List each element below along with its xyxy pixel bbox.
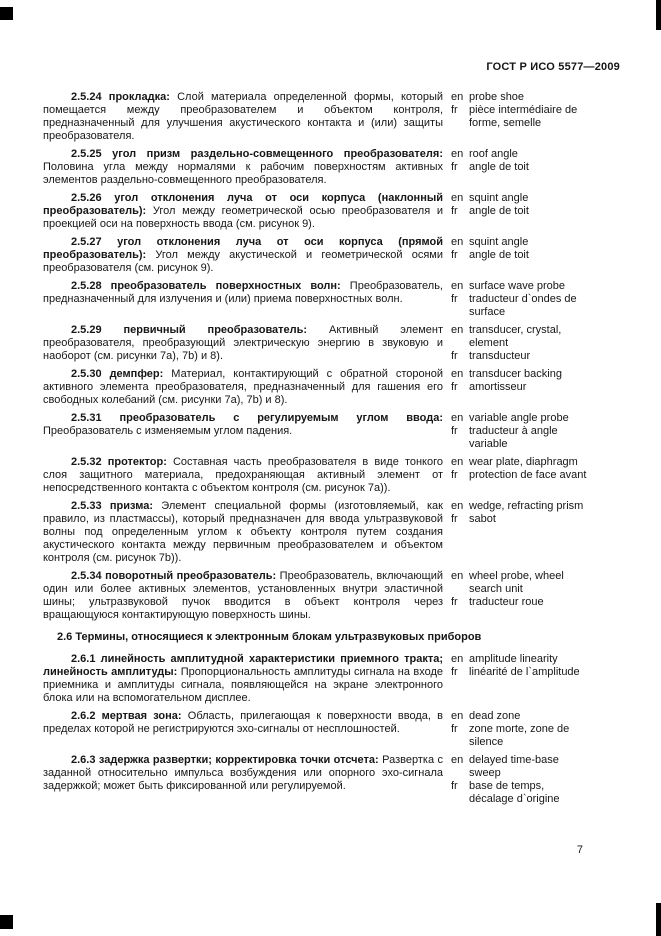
translation-en-text: transducer, crystal, element — [469, 324, 562, 349]
translation-fr — [451, 293, 591, 319]
term-number: 2.5.31 — [71, 412, 102, 424]
translation-fr-text: angle de toit — [469, 249, 529, 261]
term-name: линейность амплитудной характеристики приемного тракта; линейность амплитуды: — [43, 653, 443, 678]
term-translations — [451, 148, 591, 174]
translation-en-text: roof angle — [469, 148, 518, 160]
translation-fr — [451, 723, 591, 749]
lang-label-fr: fr — [451, 596, 458, 608]
translation-fr-text: traducteur d`ondes de surface — [469, 293, 577, 318]
translation-en — [451, 368, 591, 381]
translation-fr-text: protection de face avant — [469, 469, 587, 481]
term-name: преобразователь с регулируемым углом ввода: — [119, 412, 443, 424]
lang-label-en: en — [451, 653, 464, 665]
lang-label-fr: fr — [451, 161, 458, 173]
term-entry — [43, 236, 620, 275]
translation-fr-text: base de temps, décalage d`origine — [469, 780, 560, 805]
translation-en — [451, 456, 591, 469]
term-definition: Область, прилегающая к поверхности ввода, в пределах которой не регистрируются эхо-сигналы от несплошностей. — [43, 710, 443, 735]
translation-en — [451, 570, 591, 596]
term-definition: Материал, контактирующий с обратной стороной активного элемента преобразователя, предназначенный для гашения его свободных колебаний (см. рисунки 7а), 7b) и 8). — [43, 368, 443, 406]
lang-label-fr: fr — [451, 425, 458, 437]
translation-en-text: delayed time-base sweep — [469, 754, 559, 779]
term-translations — [451, 368, 591, 394]
term-entry — [43, 754, 620, 806]
lang-label-fr: fr — [451, 666, 458, 678]
term-definition: Пропорциональность амплитуды сигнала на входе приемника и амплитуды сигнала, появляющейся на экране электронного блока или на вспомогательном дисплее. — [43, 666, 443, 704]
lang-label-fr: fr — [451, 780, 458, 792]
translation-fr — [451, 381, 591, 394]
term-name: угол призм раздельно-совмещенного преобразователя: — [112, 148, 443, 160]
term-definition: Активный элемент преобразователя, преобразующий электрическую энергию в звуковую и наоборот (см. рисунки 7а), 7b) и 8). — [43, 324, 443, 362]
translation-en-text: squint angle — [469, 192, 529, 204]
term-text-ru — [43, 91, 443, 143]
term-number: 2.6.3 — [71, 754, 96, 766]
translation-fr — [451, 425, 591, 451]
translation-fr — [451, 104, 591, 130]
term-number: 2.6.2 — [71, 710, 96, 722]
term-number: 2.5.33 — [71, 500, 102, 512]
translation-en-text: amplitude linearity — [469, 653, 558, 665]
translation-fr-text: traducteur roue — [469, 596, 544, 608]
crop-mark-bottom-right — [656, 903, 661, 936]
translation-en — [451, 280, 591, 293]
translation-en — [451, 324, 591, 350]
lang-label-fr: fr — [451, 249, 458, 261]
term-number: 2.5.30 — [71, 368, 102, 380]
lang-label-en: en — [451, 192, 464, 204]
term-entry — [43, 368, 620, 407]
term-number: 2.5.26 — [71, 192, 102, 204]
term-entry — [43, 653, 620, 705]
term-name: угол отклонения луча от оси корпуса (прямой преобразователь): — [43, 236, 443, 261]
translation-fr-text: angle de toit — [469, 205, 529, 217]
term-translations — [451, 500, 591, 526]
translation-fr — [451, 350, 591, 363]
term-name: призма: — [109, 500, 153, 512]
translation-fr — [451, 780, 591, 806]
document-header — [43, 61, 620, 73]
term-translations — [451, 653, 591, 679]
term-number: 2.5.25 — [71, 148, 102, 160]
term-name: демпфер: — [109, 368, 164, 380]
term-text-ru — [43, 570, 443, 622]
term-translations — [451, 710, 591, 749]
term-definition: Составная часть преобразователя в виде тонкого слоя защитного материала, предохраняющая активный элемент от непосредственного контакта с объектом контроля (см. рисунок 7а)). — [43, 456, 443, 494]
lang-label-en: en — [451, 91, 464, 103]
translation-en — [451, 754, 591, 780]
term-name: протектор: — [107, 456, 167, 468]
crop-mark-bottom-left — [0, 915, 13, 929]
translation-fr-text: angle de toit — [469, 161, 529, 173]
term-text-ru — [43, 412, 443, 438]
term-number: 2.6.1 — [71, 653, 96, 665]
term-definition: Развертка с заданной относительно импульса возбуждения или опорного эхо-сигнала задержкой; может быть фиксированной или регулируемой. — [43, 754, 443, 792]
term-text-ru — [43, 192, 443, 231]
lang-label-en: en — [451, 570, 464, 582]
translation-en-text: squint angle — [469, 236, 529, 248]
translation-en-text: transducer backing — [469, 368, 562, 380]
crop-mark-top-right — [656, 0, 661, 30]
translation-en-text: wear plate, diaphragm — [469, 456, 578, 468]
term-number: 2.5.27 — [71, 236, 102, 248]
term-translations — [451, 236, 591, 262]
lang-label-en: en — [451, 412, 464, 424]
lang-label-en: en — [451, 754, 464, 766]
term-translations — [451, 192, 591, 218]
lang-label-en: en — [451, 236, 464, 248]
translation-en-text: surface wave probe — [469, 280, 565, 292]
term-text-ru — [43, 368, 443, 407]
lang-label-en: en — [451, 280, 464, 292]
term-number: 2.5.28 — [71, 280, 102, 292]
lang-label-fr: fr — [451, 293, 458, 305]
term-number: 2.5.29 — [71, 324, 102, 336]
lang-label-fr: fr — [451, 205, 458, 217]
translation-en — [451, 710, 591, 723]
translation-en — [451, 653, 591, 666]
term-name: прокладка: — [108, 91, 170, 103]
term-name: поворотный преобразователь: — [105, 570, 277, 582]
translation-en — [451, 412, 591, 425]
term-definition: Преобразователь, включающий один или более активных элементов, установленных внутри эластичной шины; ультразвуковой пучок вводится в объект контроля через вращающуюся контактирующую поверхность шины. — [43, 570, 443, 621]
lang-label-en: en — [451, 500, 464, 512]
standard-number: ГОСТ Р ИСО 5577—2009 — [486, 61, 620, 73]
lang-label-en: en — [451, 324, 464, 336]
translation-fr-text: pièce intermédiaire de forme, semelle — [469, 104, 578, 129]
lang-label-fr: fr — [451, 513, 458, 525]
translation-en — [451, 192, 591, 205]
lang-label-en: en — [451, 148, 464, 160]
term-entry — [43, 280, 620, 319]
translation-fr — [451, 596, 591, 609]
translation-en-text: wheel probe, wheel search unit — [469, 570, 564, 595]
term-text-ru — [43, 653, 443, 705]
term-text-ru — [43, 456, 443, 495]
lang-label-fr: fr — [451, 381, 458, 393]
term-number: 2.5.32 — [71, 456, 102, 468]
term-entry — [43, 324, 620, 363]
translation-fr — [451, 513, 591, 526]
term-text-ru — [43, 280, 443, 306]
term-translations — [451, 91, 591, 130]
lang-label-fr: fr — [451, 104, 458, 116]
translation-en — [451, 500, 591, 513]
term-definition: Преобразователь, предназначенный для излучения и (или) приема поверхностных волн. — [43, 280, 443, 305]
lang-label-fr: fr — [451, 350, 458, 362]
terms-list — [43, 91, 620, 811]
term-name: мертвая зона: — [101, 710, 182, 722]
term-entry — [43, 500, 620, 565]
translation-fr — [451, 469, 591, 482]
lang-label-fr: fr — [451, 469, 458, 481]
translation-en-text: wedge, refracting prism — [469, 500, 584, 512]
term-entry — [43, 570, 620, 622]
term-translations — [451, 412, 591, 451]
section-heading: 2.6 Термины, относящиеся к электронным блокам ультразвуковых приборов — [57, 631, 482, 643]
translation-fr-text: transducteur — [469, 350, 531, 362]
term-name: преобразователь поверхностных волн: — [110, 280, 341, 292]
term-definition: Половина угла между нормалями к рабочим поверхностям активных элементов раздельно-совмещенного преобразователя. — [43, 161, 443, 186]
translation-fr — [451, 161, 591, 174]
term-number: 2.5.34 — [71, 570, 102, 582]
lang-label-fr: fr — [451, 723, 458, 735]
translation-fr — [451, 666, 591, 679]
translation-en — [451, 236, 591, 249]
term-name: задержка развертки; корректировка точки отсчета: — [98, 754, 379, 766]
term-translations — [451, 456, 591, 482]
term-text-ru — [43, 500, 443, 565]
translation-en-text: probe shoe — [469, 91, 525, 103]
term-entry — [43, 148, 620, 187]
lang-label-en: en — [451, 368, 464, 380]
term-text-ru — [43, 236, 443, 275]
translation-en-text: dead zone — [469, 710, 521, 722]
term-definition: Угол между геометрической осью преобразователя и проекцией оси на поверхность ввода (см. рисунок 9). — [43, 205, 443, 230]
term-translations — [451, 570, 591, 609]
translation-en — [451, 148, 591, 161]
page-number: 7 — [576, 844, 583, 856]
term-entry — [43, 456, 620, 495]
term-definition: Элемент специальной формы (изготовляемый, как правило, из пластмассы), который предназначен для ввода ультразвуковой волны под определенным углом к объекту контроля путем создания акустического контакта между первичным преобразователем и объектом контроля (см. рисунок 7b)). — [43, 500, 443, 564]
term-text-ru — [43, 324, 443, 363]
term-entry — [43, 710, 620, 749]
lang-label-en: en — [451, 456, 464, 468]
term-definition: Угол между акустической и геометрической осями преобразователя (см. рисунок 9). — [43, 249, 443, 274]
term-text-ru — [43, 754, 443, 793]
translation-en — [451, 91, 591, 104]
translation-fr — [451, 249, 591, 262]
term-translations — [451, 280, 591, 319]
crop-mark-top-left — [0, 7, 13, 20]
term-text-ru — [43, 710, 443, 736]
translation-fr-text: zone morte, zone de silence — [469, 723, 570, 748]
term-text-ru — [43, 148, 443, 187]
translation-fr-text: linéarité de l`amplitude — [469, 666, 580, 678]
translation-fr — [451, 205, 591, 218]
translation-fr-text: sabot — [469, 513, 496, 525]
translation-fr-text: amortisseur — [469, 381, 527, 393]
term-name: угол отклонения луча от оси корпуса (наклонный преобразователь): — [43, 192, 443, 217]
term-name: первичный преобразователь: — [123, 324, 308, 336]
term-definition: Слой материала определенной формы, который помещается между преобразователем и объектом контроля, предназначенный для улучшения акустического контакта и (или) защиты преобразователя. — [43, 91, 444, 142]
term-entry — [43, 192, 620, 231]
lang-label-en: en — [451, 710, 464, 722]
translation-en-text: variable angle probe — [469, 412, 569, 424]
term-number: 2.5.24 — [71, 91, 102, 103]
term-entry — [43, 91, 620, 143]
term-definition: Преобразователь с изменяемым углом падения. — [43, 425, 293, 437]
translation-fr-text: traducteur à angle variable — [469, 425, 558, 450]
term-translations — [451, 754, 591, 806]
term-entry — [43, 412, 620, 451]
term-translations — [451, 324, 591, 363]
